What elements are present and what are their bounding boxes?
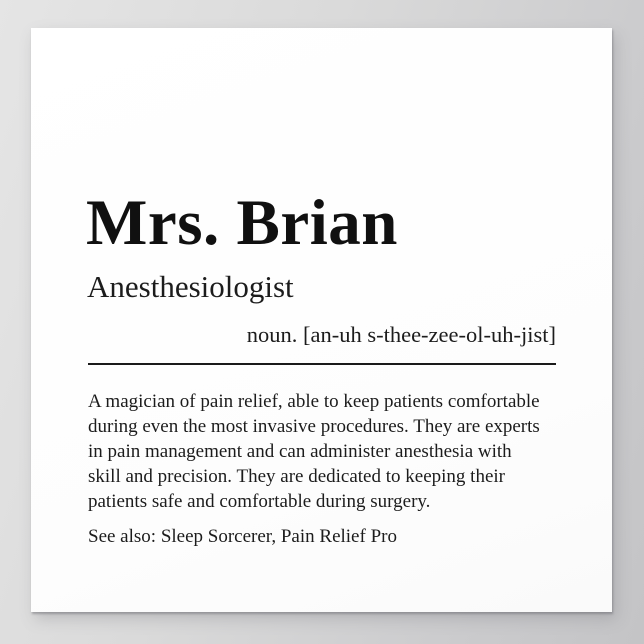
definition-line: patients safe and comfortable during surgery. <box>88 491 431 512</box>
definition-line: during even the most invasive procedures. They are experts <box>88 416 540 437</box>
pronunciation-line: noun. [an-uh s-thee-zee-ol-uh-jist] <box>246 322 556 347</box>
definition-line: A magician of pain relief, able to keep patients comfortable <box>88 391 540 412</box>
see-also-text: See also: Sleep Sorcerer, Pain Relief Pro <box>88 526 397 547</box>
poster-subtitle: Anesthesiologist <box>87 269 294 304</box>
definition-poster <box>31 28 612 612</box>
divider-rule <box>88 363 556 365</box>
definition-line: in pain management and can administer anesthesia with <box>88 441 512 462</box>
definition-text <box>88 389 558 514</box>
poster-title: Mrs. Brian <box>86 187 398 259</box>
definition-line: skill and precision. They are dedicated to keeping their <box>88 466 505 487</box>
